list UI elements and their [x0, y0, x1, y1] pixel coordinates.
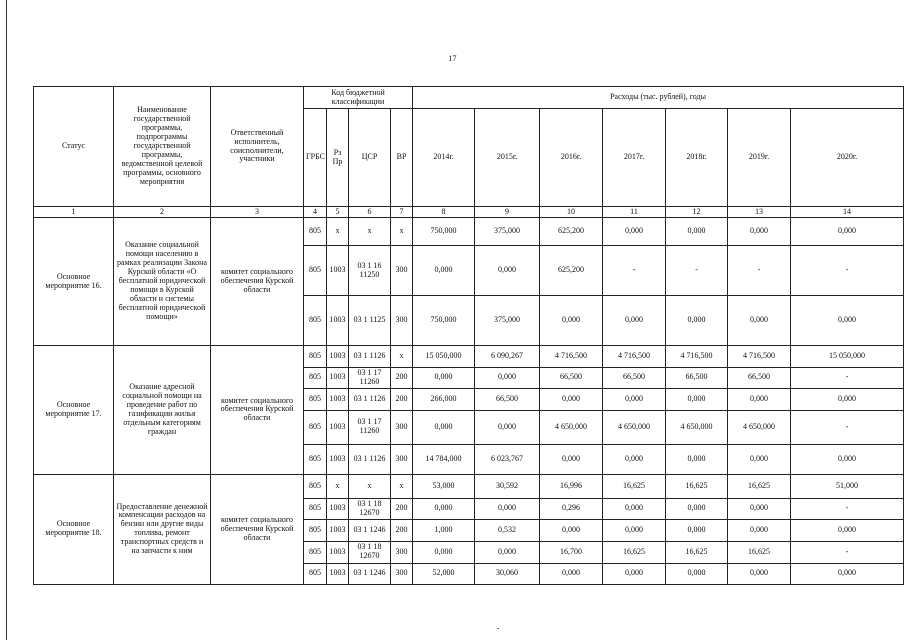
table-row: [34, 218, 904, 246]
column-number: 14: [791, 207, 904, 218]
column-number: 5: [327, 207, 349, 218]
grbs-cell: 805: [304, 218, 327, 246]
vr-cell: x: [391, 474, 413, 498]
column-number: 3: [211, 207, 304, 218]
csr-cell: 03 1 18 12670: [349, 498, 391, 519]
rzpr-cell: x: [327, 218, 349, 246]
expense-value-cell: 0,000: [413, 368, 475, 389]
expense-value-cell: 0,000: [666, 444, 728, 474]
responsible-cell: комитет социального обеспечения Курской области: [211, 218, 304, 346]
rzpr-cell: 1003: [327, 296, 349, 346]
responsible-cell: комитет социального обеспечения Курской области: [211, 346, 304, 475]
expense-value-cell: 0,000: [540, 519, 603, 541]
event-name-cell: Оказание социальной помощи населению в рамках реализации Закона Курской области «О бесплатной юридической помощи в Курской области и системы бесплатной юридической помощи»: [114, 218, 211, 346]
expense-value-cell: 0,000: [666, 498, 728, 519]
expense-value-cell: 16,700: [540, 541, 603, 563]
expense-value-cell: 4 716,500: [603, 346, 666, 368]
csr-cell: 03 1 16 11250: [349, 246, 391, 296]
expense-value-cell: 0,000: [475, 368, 540, 389]
vr-cell: 200: [391, 368, 413, 389]
expense-value-cell: 375,000: [475, 296, 540, 346]
event-status-cell: Основное мероприятие 17.: [34, 346, 114, 475]
expense-value-cell: 16,625: [728, 541, 791, 563]
expense-value-cell: 66,500: [475, 388, 540, 410]
expense-value-cell: 16,625: [666, 474, 728, 498]
csr-cell: 03 1 17 11260: [349, 368, 391, 389]
rzpr-cell: 1003: [327, 444, 349, 474]
expense-value-cell: -: [603, 246, 666, 296]
expense-value-cell: 0,000: [728, 563, 791, 584]
column-number: 8: [413, 207, 475, 218]
expense-value-cell: 16,625: [603, 474, 666, 498]
expense-value-cell: 0,000: [728, 388, 791, 410]
expense-value-cell: -: [791, 410, 904, 444]
event-name-cell: Оказание адресной социальной помощи на проведение работ по газификации жилья отдельным категориям граждан: [114, 346, 211, 475]
expense-value-cell: 4 716,500: [666, 346, 728, 368]
event-status-cell: Основное мероприятие 16.: [34, 218, 114, 346]
expense-value-cell: 0,000: [475, 410, 540, 444]
column-number: 12: [666, 207, 728, 218]
header-expenses: Расходы (тыс. рублей), годы: [413, 87, 904, 109]
csr-cell: 03 1 17 11260: [349, 410, 391, 444]
expense-value-cell: -: [791, 498, 904, 519]
expense-value-cell: 625,200: [540, 246, 603, 296]
page-left-edge: [6, 0, 7, 640]
column-number-row: [34, 207, 904, 218]
header-year: 2015г.: [475, 109, 540, 207]
header-name: Наименование государственной программы, подпрограммы государственной программы, ведомственной целевой программы, основного мероприятия: [114, 87, 211, 207]
vr-cell: x: [391, 346, 413, 368]
csr-cell: x: [349, 474, 391, 498]
expense-value-cell: 16,996: [540, 474, 603, 498]
column-number: 6: [349, 207, 391, 218]
expense-value-cell: 0,000: [728, 498, 791, 519]
header-status: Статус: [34, 87, 114, 207]
expense-value-cell: 0,000: [791, 519, 904, 541]
csr-cell: 03 1 1126: [349, 346, 391, 368]
csr-cell: 03 1 18 12670: [349, 541, 391, 563]
table-row: [34, 346, 904, 368]
vr-cell: 300: [391, 296, 413, 346]
expense-value-cell: 0,000: [603, 296, 666, 346]
csr-cell: 03 1 1125: [349, 296, 391, 346]
expense-value-cell: 66,500: [540, 368, 603, 389]
budget-table: [33, 86, 904, 585]
header-year: 2018г.: [666, 109, 728, 207]
grbs-cell: 805: [304, 541, 327, 563]
expense-value-cell: 6 023,767: [475, 444, 540, 474]
vr-cell: 300: [391, 246, 413, 296]
expense-value-cell: 0,000: [475, 246, 540, 296]
expense-value-cell: 0,000: [413, 541, 475, 563]
expense-value-cell: 0,000: [728, 296, 791, 346]
grbs-cell: 805: [304, 346, 327, 368]
expense-value-cell: 625,200: [540, 218, 603, 246]
expense-value-cell: 0,000: [666, 563, 728, 584]
csr-cell: x: [349, 218, 391, 246]
grbs-cell: 805: [304, 410, 327, 444]
vr-cell: 200: [391, 498, 413, 519]
grbs-cell: 805: [304, 246, 327, 296]
expense-value-cell: 4 650,000: [666, 410, 728, 444]
grbs-cell: 805: [304, 388, 327, 410]
expense-value-cell: 0,000: [603, 519, 666, 541]
header-year: 2020г.: [791, 109, 904, 207]
expense-value-cell: -: [666, 246, 728, 296]
expense-value-cell: 4 716,500: [540, 346, 603, 368]
expense-value-cell: 0,000: [728, 218, 791, 246]
vr-cell: 300: [391, 563, 413, 584]
expense-value-cell: 0,000: [728, 444, 791, 474]
expense-value-cell: 30,060: [475, 563, 540, 584]
expense-value-cell: 66,500: [603, 368, 666, 389]
event-status-cell: Основное мероприятие 18.: [34, 474, 114, 584]
expense-value-cell: 0,000: [475, 541, 540, 563]
expense-value-cell: 0,000: [791, 218, 904, 246]
csr-cell: 03 1 1126: [349, 444, 391, 474]
expense-value-cell: 0,000: [475, 498, 540, 519]
vr-cell: x: [391, 218, 413, 246]
expense-value-cell: 750,000: [413, 218, 475, 246]
rzpr-cell: 1003: [327, 519, 349, 541]
header-budget-code: Код бюджетной классификации: [304, 87, 413, 109]
header-csr: ЦСР: [349, 109, 391, 207]
table-body: [34, 218, 904, 585]
grbs-cell: 805: [304, 498, 327, 519]
expense-value-cell: 14 784,000: [413, 444, 475, 474]
expense-value-cell: 30,592: [475, 474, 540, 498]
expense-value-cell: 52,000: [413, 563, 475, 584]
header-grbs: ГРБС: [304, 109, 327, 207]
scan-mark: [497, 628, 499, 629]
header-rzpr: Рз Пр: [327, 109, 349, 207]
page-number: 17: [448, 54, 457, 63]
csr-cell: 03 1 1126: [349, 388, 391, 410]
expense-value-cell: -: [791, 368, 904, 389]
expense-value-cell: -: [728, 246, 791, 296]
column-number: 7: [391, 207, 413, 218]
expense-value-cell: 4 650,000: [603, 410, 666, 444]
rzpr-cell: x: [327, 474, 349, 498]
rzpr-cell: 1003: [327, 541, 349, 563]
grbs-cell: 805: [304, 519, 327, 541]
expense-value-cell: 0,000: [540, 296, 603, 346]
event-name-cell: Предоставление денежной компенсации расходов на бензин или другие виды топлива, ремонт транспортных средств и на запчасти к ним: [114, 474, 211, 584]
expense-value-cell: 0,000: [603, 563, 666, 584]
header-year: 2017г.: [603, 109, 666, 207]
expense-value-cell: 266,000: [413, 388, 475, 410]
expense-value-cell: 0,000: [603, 218, 666, 246]
expense-value-cell: 16,625: [728, 474, 791, 498]
rzpr-cell: 1003: [327, 368, 349, 389]
grbs-cell: 805: [304, 563, 327, 584]
column-number: 10: [540, 207, 603, 218]
expense-value-cell: 0,000: [540, 563, 603, 584]
rzpr-cell: 1003: [327, 410, 349, 444]
expense-value-cell: 375,000: [475, 218, 540, 246]
rzpr-cell: 1003: [327, 563, 349, 584]
expense-value-cell: 0,000: [791, 563, 904, 584]
expense-value-cell: 0,000: [603, 498, 666, 519]
expense-value-cell: 0,000: [540, 388, 603, 410]
column-number: 9: [475, 207, 540, 218]
responsible-cell: комитет социального обеспечения Курской области: [211, 474, 304, 584]
vr-cell: 200: [391, 519, 413, 541]
expense-value-cell: 0,000: [413, 498, 475, 519]
column-number: 1: [34, 207, 114, 218]
expense-value-cell: 0,532: [475, 519, 540, 541]
expense-value-cell: 53,000: [413, 474, 475, 498]
expense-value-cell: 16,625: [603, 541, 666, 563]
expense-value-cell: 66,500: [728, 368, 791, 389]
expense-value-cell: 0,000: [603, 388, 666, 410]
grbs-cell: 805: [304, 296, 327, 346]
expense-value-cell: 0,000: [791, 296, 904, 346]
rzpr-cell: 1003: [327, 498, 349, 519]
vr-cell: 200: [391, 388, 413, 410]
vr-cell: 300: [391, 541, 413, 563]
expense-value-cell: 6 090,267: [475, 346, 540, 368]
expense-value-cell: 0,000: [603, 444, 666, 474]
expense-value-cell: 15 050,000: [413, 346, 475, 368]
expense-value-cell: -: [791, 246, 904, 296]
expense-value-cell: 0,000: [728, 519, 791, 541]
expense-value-cell: 4 650,000: [728, 410, 791, 444]
expense-value-cell: 4 716,500: [728, 346, 791, 368]
csr-cell: 03 1 1246: [349, 563, 391, 584]
column-number: 11: [603, 207, 666, 218]
column-number: 13: [728, 207, 791, 218]
expense-value-cell: 0,000: [791, 388, 904, 410]
expense-value-cell: 4 650,000: [540, 410, 603, 444]
header-year: 2019г.: [728, 109, 791, 207]
expense-value-cell: 0,000: [413, 410, 475, 444]
expense-value-cell: 0,000: [540, 444, 603, 474]
rzpr-cell: 1003: [327, 388, 349, 410]
rzpr-cell: 1003: [327, 246, 349, 296]
column-number: 4: [304, 207, 327, 218]
expense-value-cell: 51,000: [791, 474, 904, 498]
expense-value-cell: 66,500: [666, 368, 728, 389]
rzpr-cell: 1003: [327, 346, 349, 368]
expense-value-cell: 0,000: [791, 444, 904, 474]
expense-value-cell: 16,625: [666, 541, 728, 563]
expense-value-cell: 0,000: [666, 519, 728, 541]
expense-value-cell: -: [791, 541, 904, 563]
grbs-cell: 805: [304, 368, 327, 389]
expense-value-cell: 0,296: [540, 498, 603, 519]
header-vr: ВР: [391, 109, 413, 207]
expense-value-cell: 1,000: [413, 519, 475, 541]
expense-value-cell: 750,000: [413, 296, 475, 346]
table-row: [34, 474, 904, 498]
expense-value-cell: 0,000: [666, 218, 728, 246]
expense-value-cell: 0,000: [666, 388, 728, 410]
vr-cell: 300: [391, 410, 413, 444]
header-responsible: Ответственный исполнитель, соисполнители, участники: [211, 87, 304, 207]
grbs-cell: 805: [304, 444, 327, 474]
header-year: 2016г.: [540, 109, 603, 207]
header-year: 2014г.: [413, 109, 475, 207]
expense-value-cell: 0,000: [666, 296, 728, 346]
expense-value-cell: 15 050,000: [791, 346, 904, 368]
csr-cell: 03 1 1246: [349, 519, 391, 541]
grbs-cell: 805: [304, 474, 327, 498]
expense-value-cell: 0,000: [413, 246, 475, 296]
column-number: 2: [114, 207, 211, 218]
vr-cell: 300: [391, 444, 413, 474]
